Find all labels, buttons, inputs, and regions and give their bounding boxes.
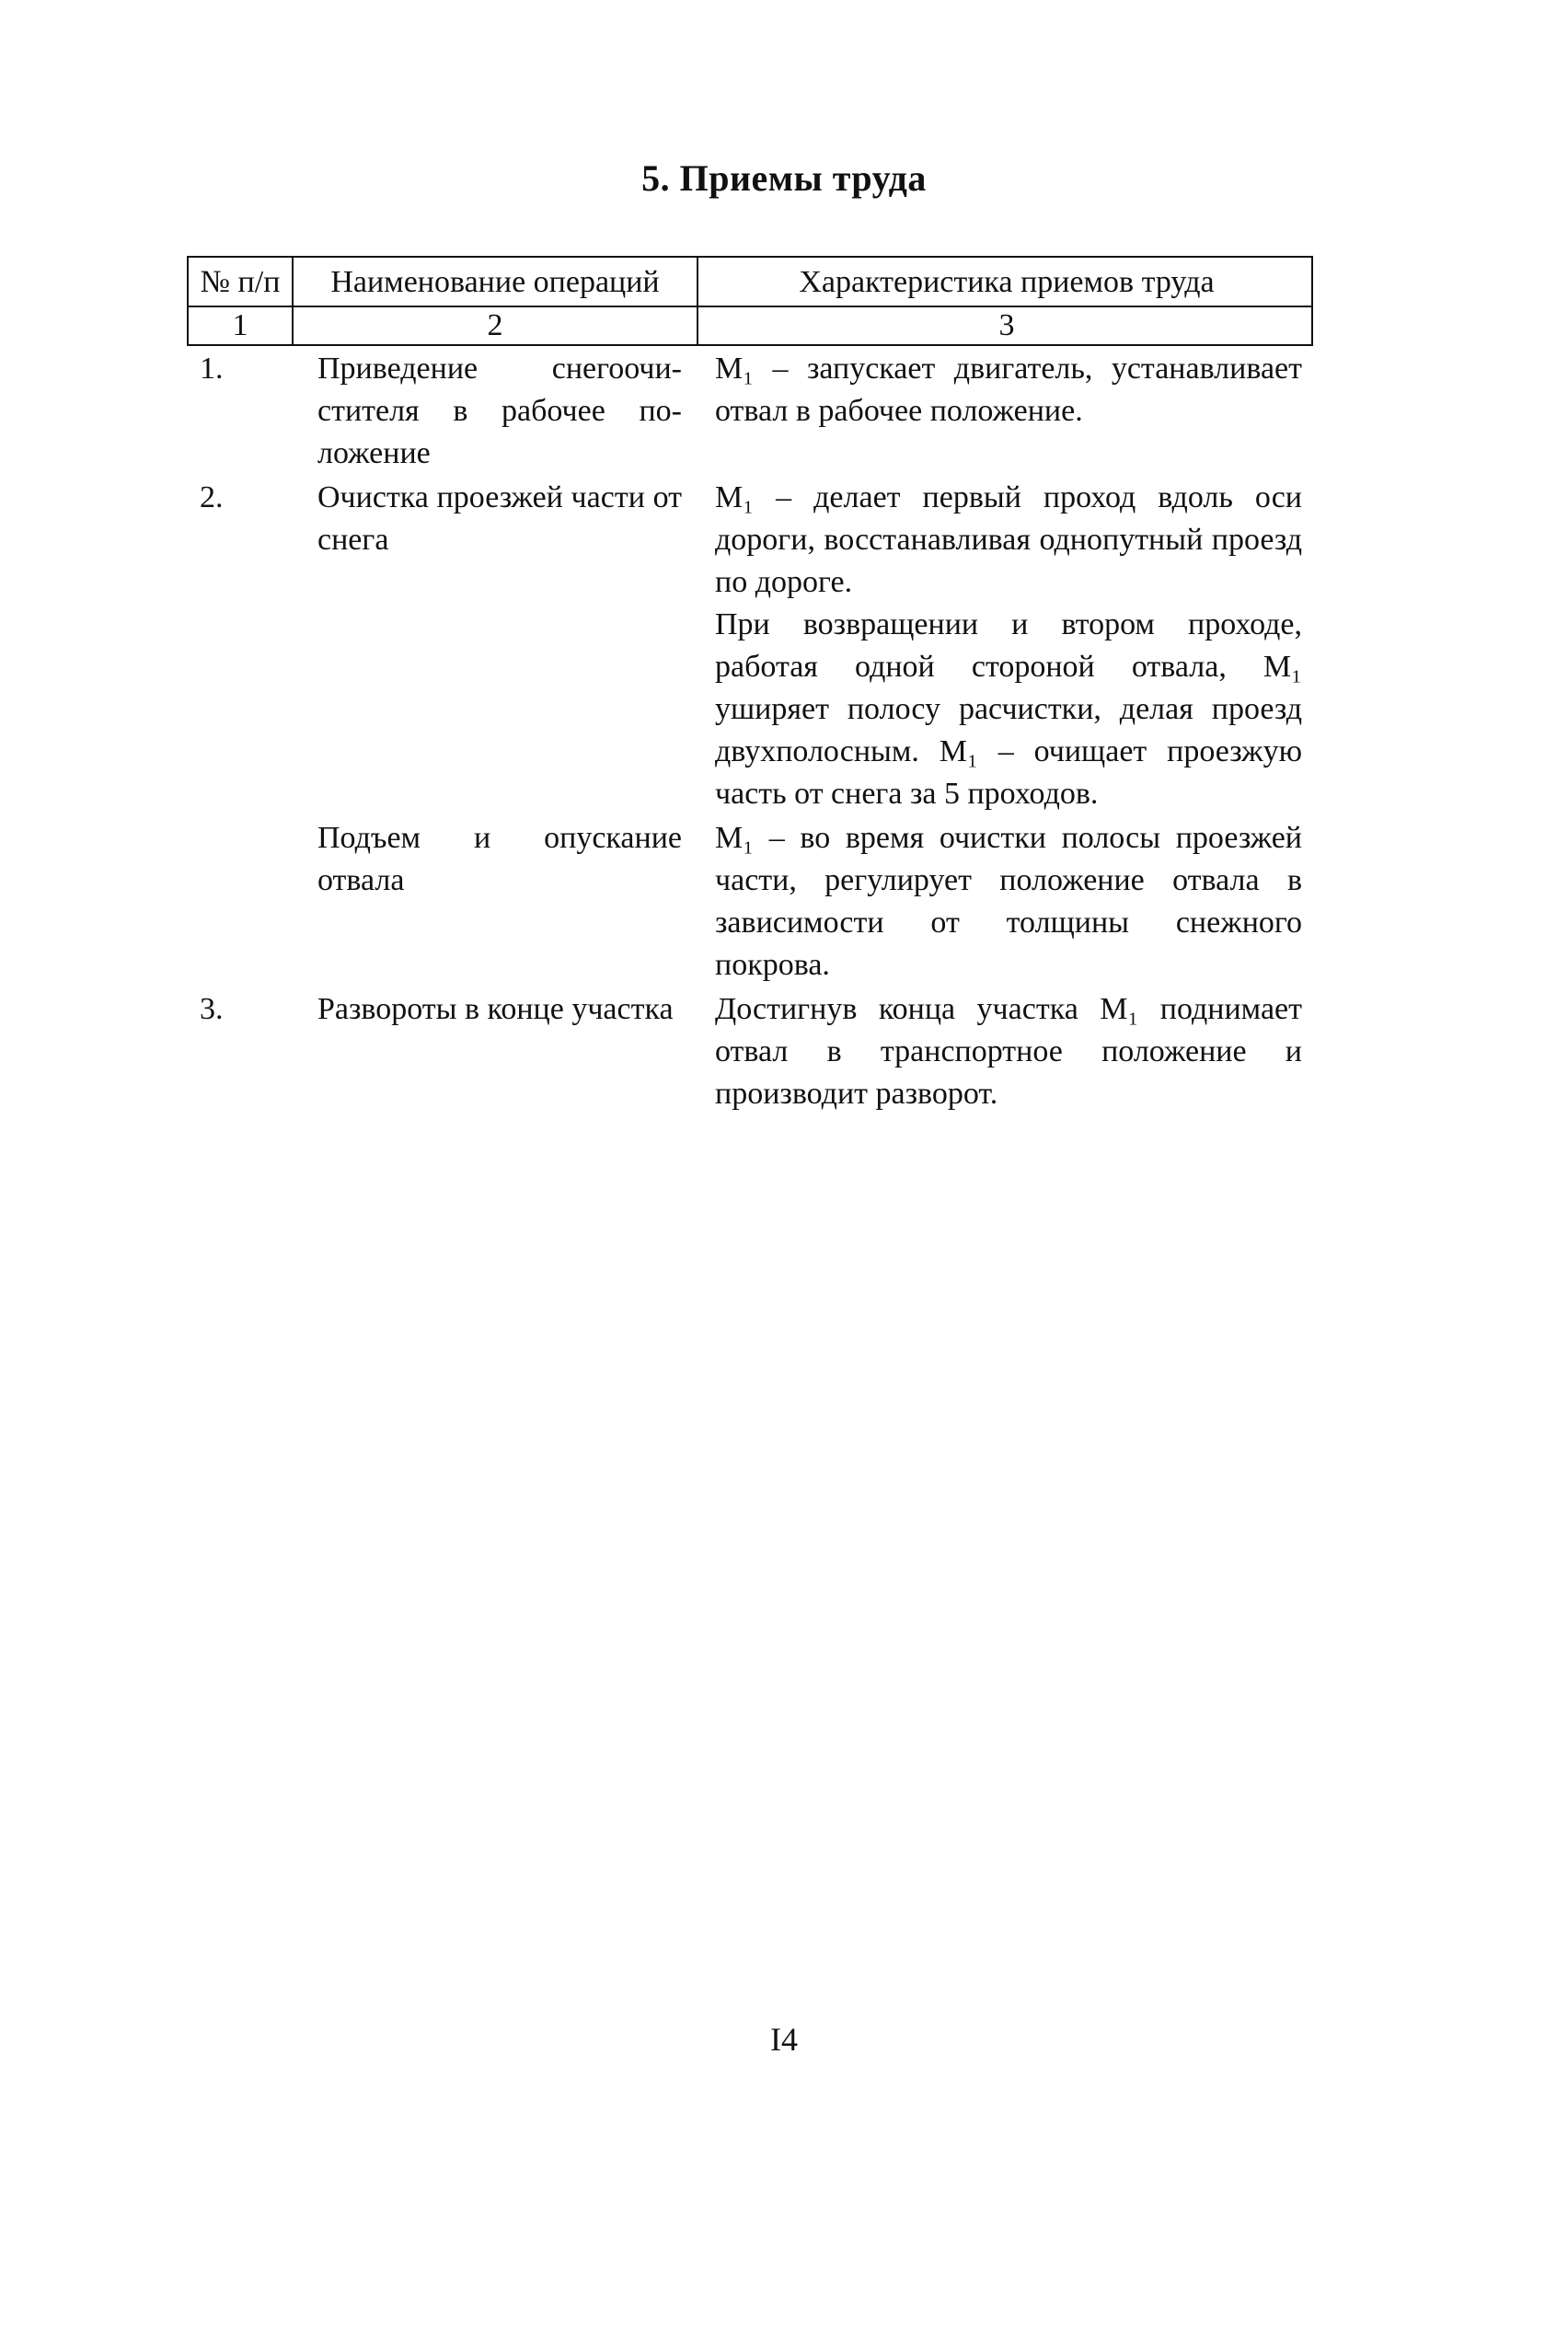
table-header bbox=[187, 256, 1313, 307]
page-number: I4 bbox=[770, 2021, 798, 2058]
page-title: 5. Приемы труда bbox=[641, 157, 927, 199]
column-number: 3 bbox=[697, 307, 1315, 344]
table-row bbox=[187, 477, 1313, 815]
header-number: № п/п bbox=[200, 265, 281, 299]
column-numbers-row bbox=[187, 307, 1313, 346]
row-number: 2. bbox=[200, 480, 224, 514]
description-paragraph: Достигнув конца участка M₁ поднимает отвал в транспортное положение и производит разворот. bbox=[715, 992, 1302, 1111]
description-paragraph: M₁ – запускает двигатель, устанавливает отвал в рабочее положение. bbox=[715, 352, 1302, 428]
column-number: 2 bbox=[292, 307, 697, 344]
operation-description bbox=[695, 348, 1313, 475]
table-row bbox=[187, 817, 1313, 987]
description-paragraph: M₁ – делает первый проход вдоль оси дороги, восстанавливая однопутный проезд по дороге. bbox=[715, 480, 1302, 599]
row-number bbox=[187, 817, 290, 987]
row-number: 1. bbox=[200, 352, 224, 386]
operation-name: Развороты в конце участка bbox=[317, 992, 674, 1026]
operation-name: Приведение снегоочистителя в рабочее положение bbox=[317, 352, 682, 470]
operation-description bbox=[695, 817, 1313, 987]
operation-description bbox=[695, 988, 1313, 1115]
header-characteristics: Характеристика приемов труда bbox=[697, 258, 1315, 306]
header-operation-name: Наименование операций bbox=[292, 258, 697, 306]
table-row bbox=[187, 348, 1313, 475]
row-number: 3. bbox=[200, 992, 224, 1026]
operation-name: Подъем и опускание отвала bbox=[317, 821, 682, 897]
description-paragraph: При возвращении и втором проходе, работая одной стороной отвала, M₁ уширяет полосу расчистки, делая проезд двухполосным. M₁ – очищает проезжую часть от снега за 5 проходов. bbox=[715, 607, 1302, 811]
labor-techniques-table bbox=[187, 256, 1313, 1115]
operation-name: Очистка проезжей части от снега bbox=[317, 480, 682, 557]
table-row bbox=[187, 988, 1313, 1115]
description-paragraph: M₁ – во время очистки полосы проезжей части, регулирует положение отвала в зависимости от толщины снежного покрова. bbox=[715, 821, 1302, 982]
column-number: 1 bbox=[232, 308, 248, 342]
operation-description bbox=[695, 477, 1313, 815]
